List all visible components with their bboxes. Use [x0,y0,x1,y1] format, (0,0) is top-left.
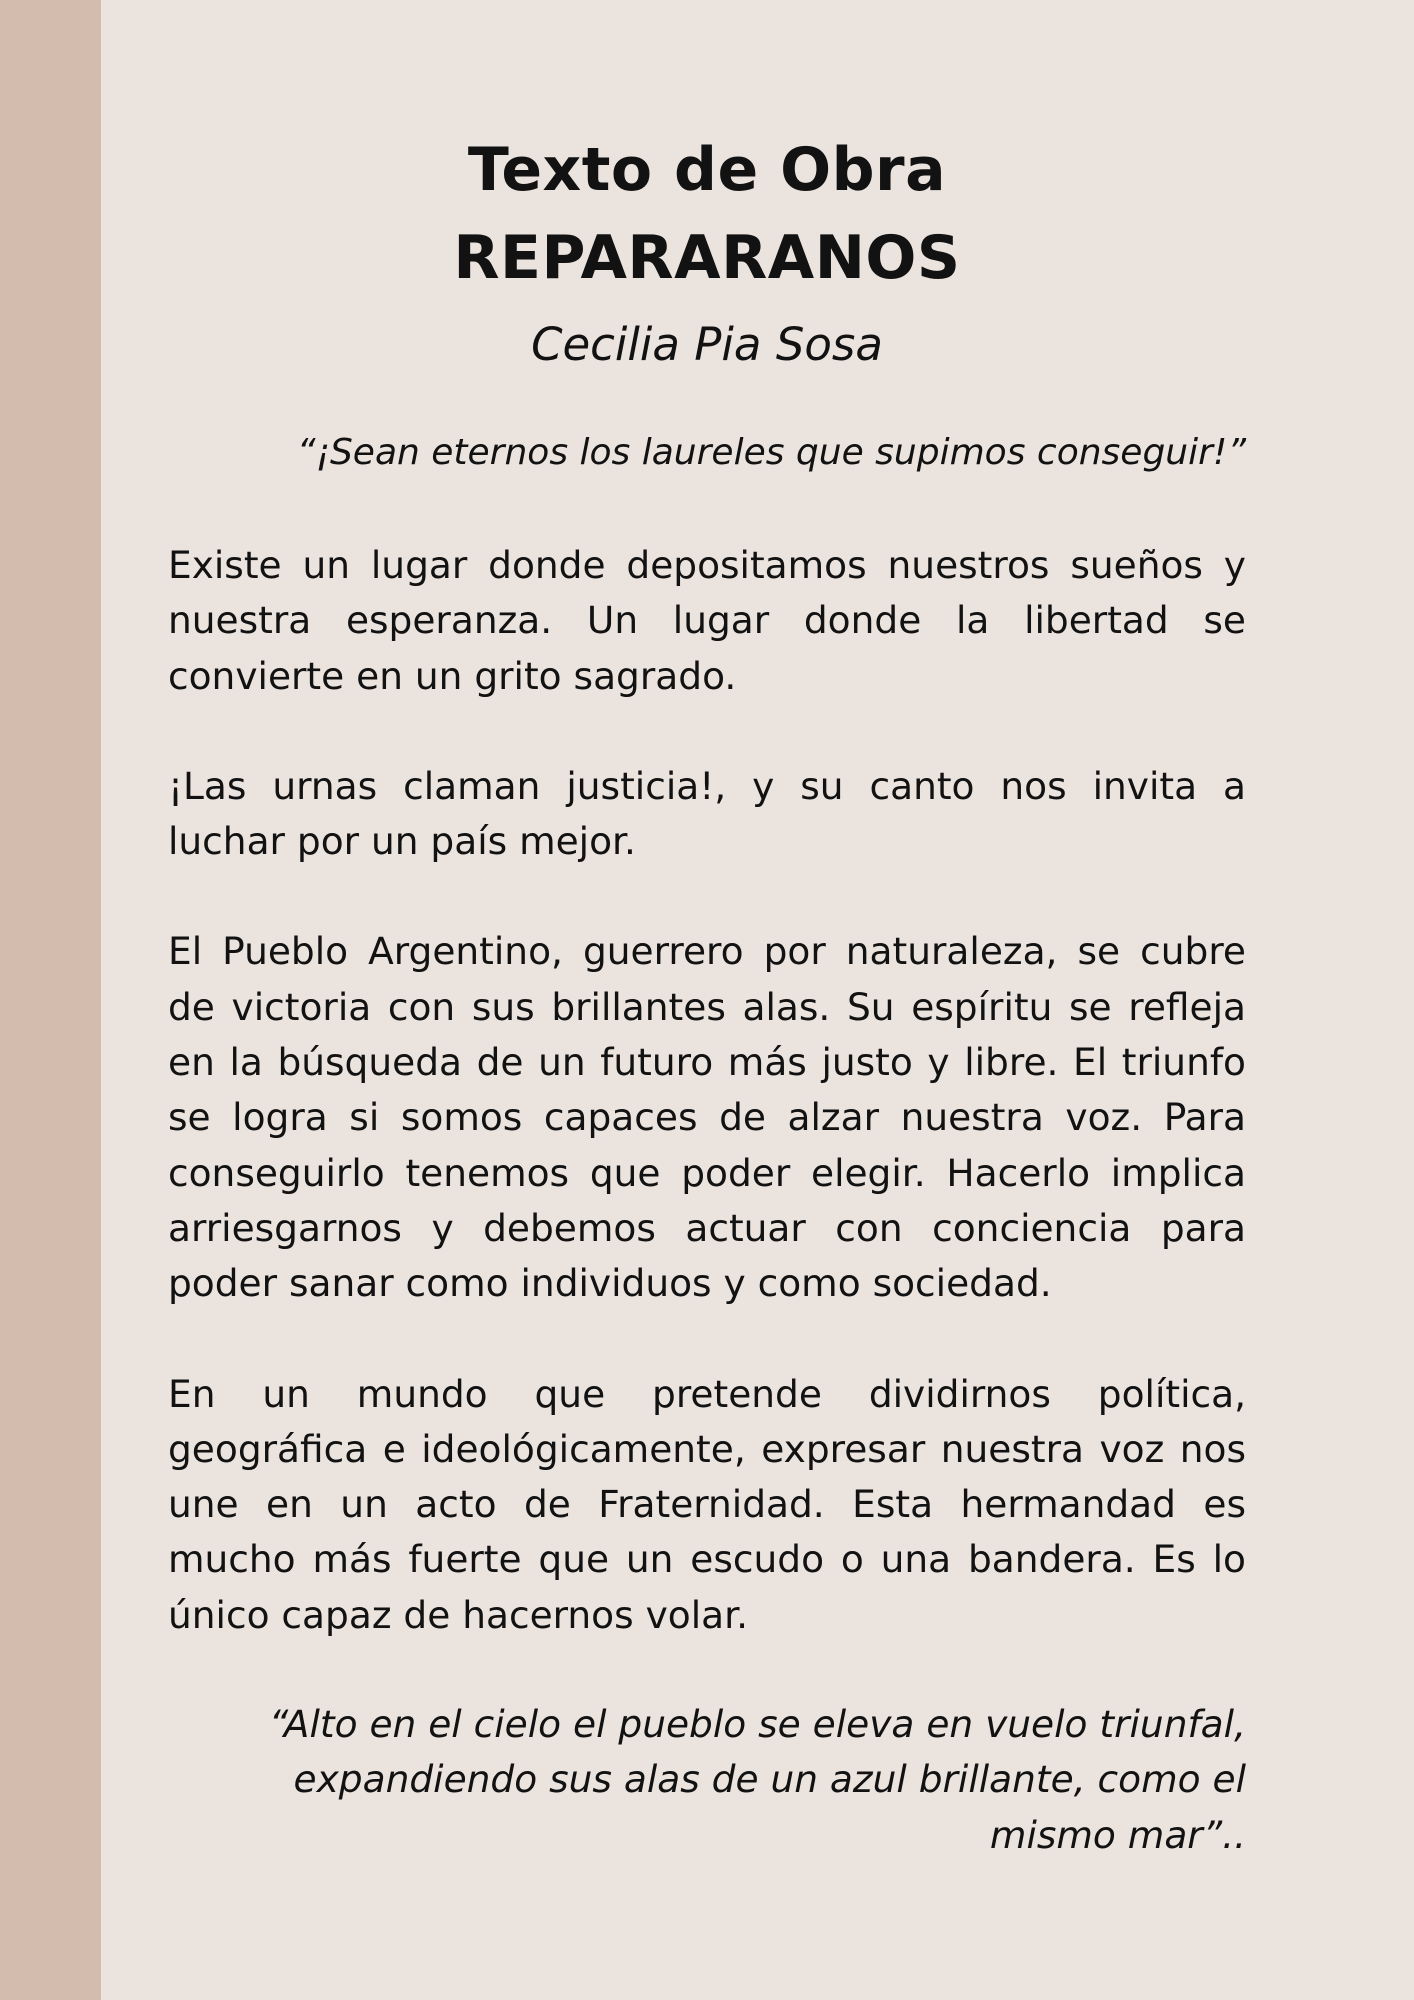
paragraph: ¡Las urnas claman justicia!, y su canto nos invita a luchar por un país mejor. [168,763,1246,864]
author-name: Cecilia Pia Sosa [531,318,883,371]
paragraph: En un mundo que pretende dividirnos política, geográfica e ideológicamente, expresar nuestra voz nos une en un acto de Fraternidad. Esta hermandad es mucho más fuerte que un escudo o una bandera. Es lo único capaz de hacernos volar. [168,1371,1246,1637]
paragraph: El Pueblo Argentino, guerrero por naturaleza, se cubre de victoria con sus brillantes alas. Su espíritu se refleja en la búsqueda de un futuro más justo y libre. El triunfo se logra si somos capaces de alzar nuestra voz. Para conseguirlo tenemos que poder elegir. Hacerlo implica arriesgarnos y debemos actuar con conciencia para poder sanar como individuos y como sociedad. [168,929,1246,1306]
body-text [168,538,1246,1698]
document-title: Texto de Obra [467,135,947,205]
side-decorative-band [0,0,101,2000]
document-subtitle: REPARARANOS [453,223,961,293]
epigraph-quote: “¡Sean eternos los laureles que supimos conseguir!” [296,432,1246,473]
closing-quote: “Alto en el cielo el pueblo se eleva en vuelo triunfal, expandiendo sus alas de un azul brillante, como el mismo mar”.. [268,1702,1246,1857]
paragraph: Existe un lugar donde depositamos nuestros sueños y nuestra esperanza. Un lugar donde la libertad se convierte en un grito sagrado. [168,543,1246,698]
